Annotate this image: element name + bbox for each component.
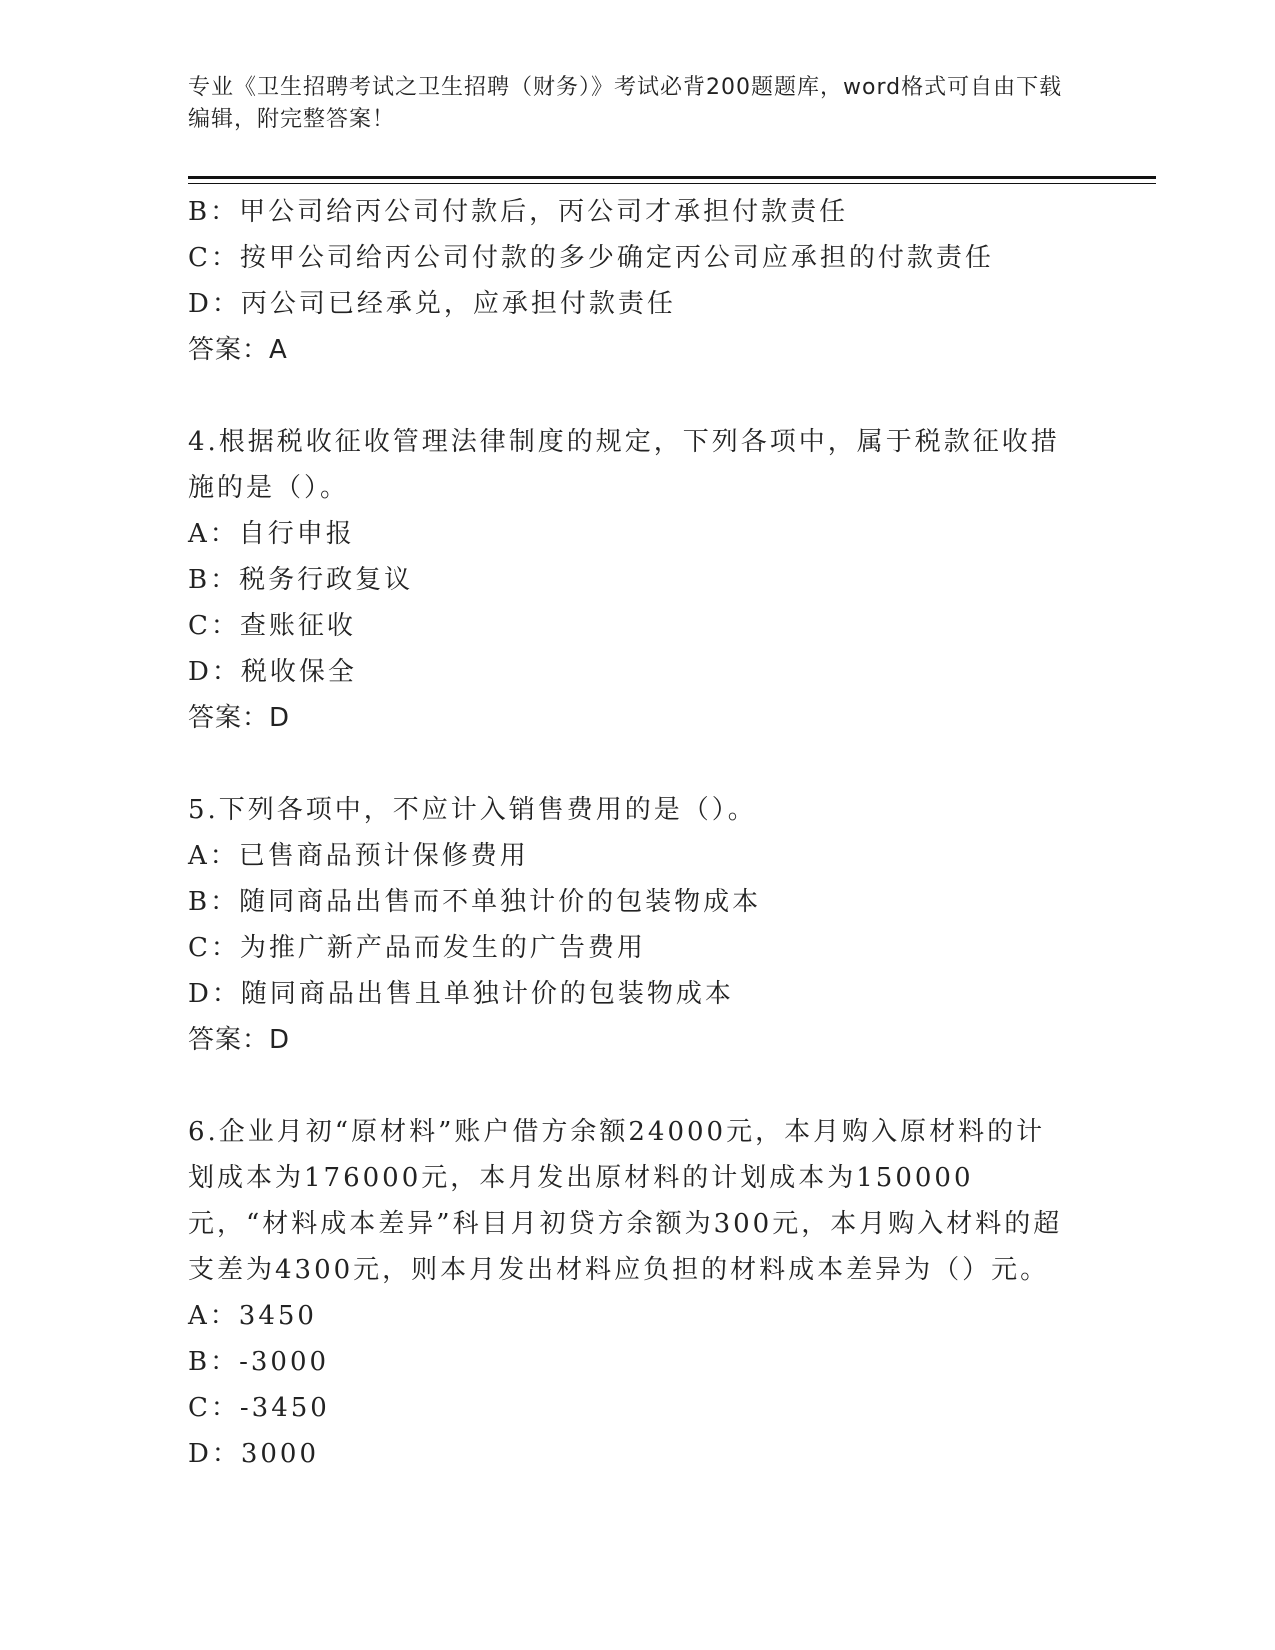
question-gap	[188, 741, 1068, 787]
question-4	[188, 419, 1068, 741]
q5-option-b: B：随同商品出售而不单独计价的包装物成本	[188, 887, 762, 917]
q5-option-a: A：已售商品预计保修费用	[188, 841, 529, 871]
q4-answer: 答案：D	[188, 703, 291, 733]
header-divider-thin	[188, 183, 1156, 184]
q6-option-a: A：3450	[188, 1301, 317, 1331]
q3-option-b: B：甲公司给丙公司付款后，丙公司才承担付款责任	[188, 197, 849, 227]
question-5	[188, 787, 1068, 1063]
header-divider-thick	[188, 176, 1156, 179]
q3-option-d: D：丙公司已经承兑，应承担付款责任	[188, 289, 676, 319]
question-gap	[188, 1063, 1068, 1109]
question-6	[188, 1109, 1068, 1477]
document-header: 专业《卫生招聘考试之卫生招聘（财务）》考试必背200题题库，word格式可自由下载编辑，附完整答案！	[188, 75, 1063, 132]
q4-option-d: D：税收保全	[188, 657, 357, 687]
q5-option-c: C：为推广新产品而发生的广告费用	[188, 933, 646, 963]
q6-option-c: C：-3450	[188, 1393, 330, 1423]
q6-question: 6.企业月初“原材料”账户借方余额24000元，本月购入原材料的计划成本为176000元，本月发出原材料的计划成本为150000元，“材料成本差异”科目月初贷方余额为300元，本月购入材料的超支差为4300元，则本月发出材料应负担的材料成本差异为（）元。	[188, 1117, 1063, 1285]
question-3	[188, 189, 1068, 373]
q4-option-a: A：自行申报	[188, 519, 355, 549]
q3-answer: 答案：A	[188, 335, 288, 365]
q4-option-b: B：税务行政复议	[188, 565, 414, 595]
q6-option-d: D：3000	[188, 1439, 320, 1469]
q4-question: 4.根据税收征收管理法律制度的规定，下列各项中，属于税款征收措施的是（）。	[188, 427, 1060, 503]
question-list	[188, 189, 1068, 1477]
q3-option-c: C：按甲公司给丙公司付款的多少确定丙公司应承担的付款责任	[188, 243, 994, 273]
q4-option-c: C：查账征收	[188, 611, 356, 641]
q5-question: 5.下列各项中，不应计入销售费用的是（）。	[188, 795, 757, 825]
q6-option-b: B：-3000	[188, 1347, 330, 1377]
q5-option-d: D：随同商品出售且单独计价的包装物成本	[188, 979, 734, 1009]
q5-answer: 答案：D	[188, 1025, 291, 1055]
question-gap	[188, 373, 1068, 419]
